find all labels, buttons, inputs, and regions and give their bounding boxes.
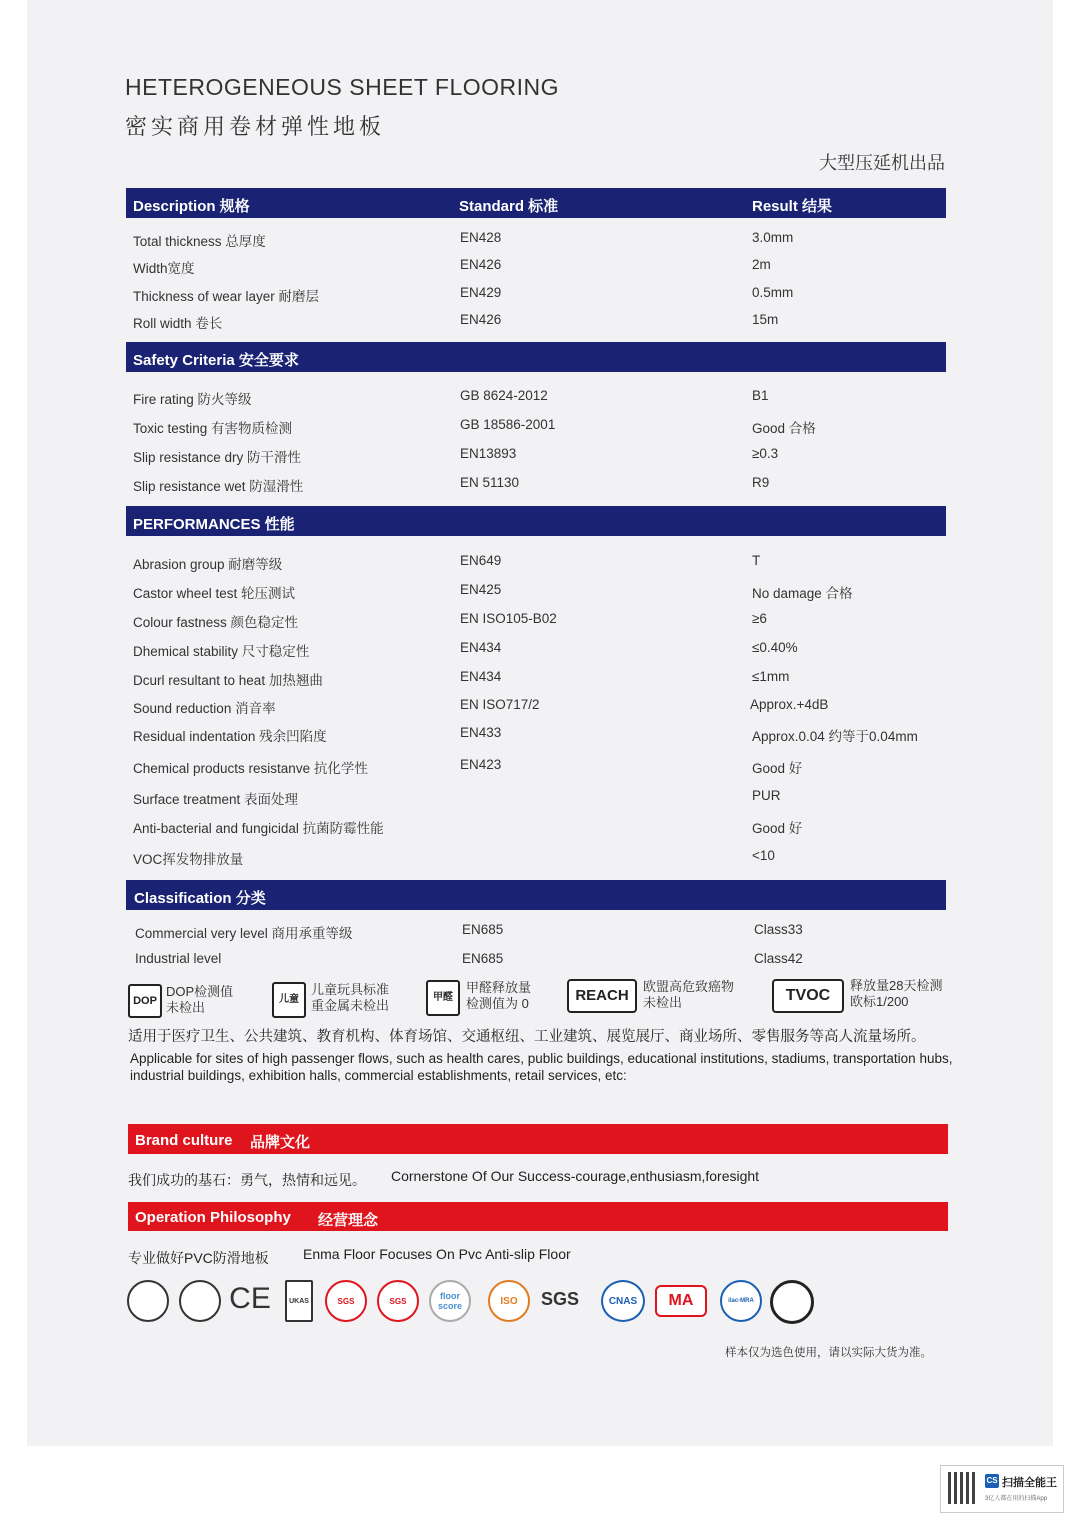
row-standard: EN685	[462, 951, 504, 966]
ukas-icon: UKAS	[285, 1280, 313, 1322]
row-label: Slip resistance dry 防干滑性	[133, 450, 302, 465]
badge-line: 未检出	[643, 995, 683, 1010]
row-label: Castor wheel test 轮压测试	[133, 586, 296, 601]
reach-icon: REACH	[567, 979, 637, 1013]
row-label: VOC挥发物排放量	[133, 852, 244, 867]
cnas-icon: CNAS	[601, 1280, 645, 1322]
row-result: Approx.0.04 约等于0.04mm	[752, 729, 918, 744]
row-result: B1	[752, 388, 769, 403]
badge-line: 儿童玩具标准	[311, 982, 390, 997]
ce-mark-icon: CE	[229, 1282, 271, 1315]
table-row	[0, 551, 1080, 573]
table-row	[0, 228, 1080, 250]
ilac-mra-icon: ilac-MRA	[720, 1280, 762, 1322]
cma-icon: MA	[655, 1285, 707, 1317]
applicable-cn: 适用于医疗卫生、公共建筑、教育机构、体育场馆、交通枢纽、工业建筑、展览展厅、商业场所、零售服务等高人流量场所。	[128, 1029, 926, 1045]
row-label: Sound reduction 消音率	[133, 701, 276, 716]
row-result: 3.0mm	[752, 230, 794, 245]
row-standard: EN ISO717/2	[460, 697, 540, 712]
row-label: Fire rating 防火等级	[133, 392, 252, 407]
badge-line: DOP检测值	[166, 984, 234, 999]
badge-line: 欧标1/200	[850, 994, 909, 1009]
table-row	[0, 723, 1080, 745]
philosophy-header-bar	[128, 1202, 948, 1231]
table-row	[0, 473, 1080, 495]
row-label: Colour fastness 颜色稳定性	[133, 615, 299, 630]
row-standard: EN423	[460, 757, 502, 772]
row-standard: EN433	[460, 725, 502, 740]
table-row	[0, 755, 1080, 777]
formaldehyde-icon: 甲醛	[426, 980, 460, 1016]
row-label: Industrial level	[135, 951, 222, 966]
table-row	[0, 386, 1080, 408]
row-label: Chemical products resistanve 抗化学性	[133, 761, 368, 776]
row-result: ≤1mm	[752, 669, 790, 684]
table-row	[0, 846, 1080, 868]
row-standard: EN428	[460, 230, 502, 245]
badge-text	[166, 984, 233, 1016]
safety-header: Safety Criteria 安全要求	[133, 352, 299, 369]
badge-line: 重金属未检出	[311, 998, 390, 1013]
description-header: Description 规格	[133, 198, 250, 215]
row-label: Thickness of wear layer 耐磨层	[133, 289, 320, 304]
row-label: Width宽度	[133, 261, 195, 276]
table-row	[0, 695, 1080, 717]
standard-header: Standard 标准	[459, 198, 559, 215]
qr-code-icon	[948, 1472, 978, 1504]
table-row	[0, 949, 1080, 971]
page-subtitle-cn: 大型压延机出品	[819, 153, 945, 173]
eco-leaf-icon	[179, 1280, 221, 1322]
row-result: ≥0.3	[752, 446, 779, 461]
row-label: Dhemical stability 尺寸稳定性	[133, 644, 310, 659]
row-standard: EN ISO105-B02	[460, 611, 557, 626]
row-standard: EN685	[462, 922, 504, 937]
row-label: Toxic testing 有害物质检测	[133, 421, 293, 436]
row-result: Class33	[754, 922, 803, 937]
row-result: T	[752, 553, 761, 568]
row-label: Commercial very level 商用承重等级	[135, 926, 353, 941]
badge-line: 未检出	[166, 1000, 206, 1015]
dop-icon: DOP	[128, 984, 162, 1018]
badge-text	[466, 980, 531, 1012]
brand-header-en: Brand culture	[135, 1132, 233, 1149]
row-standard: GB 18586-2001	[460, 417, 556, 432]
philosophy-header-cn: 经营理念	[318, 1212, 379, 1229]
table-row	[0, 444, 1080, 466]
applicable-en: Applicable for sites of high passenger flows, such as health cares, public buildings, educational institutions, stadiums, transportation hubs, industrial buildings, exhibition halls, commercial establishments, retail services, etc:	[130, 1051, 953, 1083]
toy-icon: 儿童	[272, 982, 306, 1018]
philosophy-header-en: Operation Philosophy	[135, 1209, 291, 1226]
table-row	[0, 255, 1080, 277]
scanner-name: 扫描全能王	[1002, 1477, 1057, 1489]
performances-header: PERFORMANCES 性能	[133, 516, 295, 533]
row-result: ≤0.40%	[752, 640, 798, 655]
row-label: Abrasion group 耐磨等级	[133, 557, 283, 572]
scanner-tagline: 3亿人都在用的扫描App	[985, 1496, 1048, 1502]
table-row	[0, 609, 1080, 631]
row-standard: GB 8624-2012	[460, 388, 548, 403]
badge-line: 检测值为 0	[466, 996, 529, 1011]
sgs-check-icon: SGS	[325, 1280, 367, 1322]
test-badges	[0, 978, 1080, 1020]
table-row	[0, 786, 1080, 808]
table-row	[0, 638, 1080, 660]
row-standard: EN425	[460, 582, 502, 597]
row-result: Good 好	[752, 761, 803, 776]
badge-line: 欧盟高危致癌物	[643, 979, 735, 994]
row-standard: EN426	[460, 312, 502, 327]
table-row	[0, 667, 1080, 689]
page-title-cn: 密实商用卷材弹性地板	[125, 114, 386, 139]
footnote: 样本仅为选色使用，请以实际大货为准。	[725, 1347, 932, 1359]
description-header-bar	[126, 188, 946, 218]
row-result: <10	[752, 848, 775, 863]
row-standard: EN426	[460, 257, 502, 272]
table-row	[0, 815, 1080, 837]
brand-header-bar	[128, 1124, 948, 1154]
certification-logos	[127, 1280, 827, 1324]
row-label: Slip resistance wet 防湿滑性	[133, 479, 304, 494]
row-result: 15m	[752, 312, 779, 327]
iso-icon: ISO	[488, 1280, 530, 1322]
row-standard: EN 51130	[460, 475, 520, 490]
row-label: Dcurl resultant to heat 加热翘曲	[133, 673, 323, 688]
row-standard: EN649	[460, 553, 502, 568]
row-result: No damage 合格	[752, 586, 853, 601]
scanner-badge	[940, 1465, 1064, 1513]
row-label: Total thickness 总厚度	[133, 234, 266, 249]
badge-line: 释放量28天检测	[850, 978, 943, 993]
brand-text-en: Cornerstone Of Our Success-courage,enthusiasm,foresight	[391, 1168, 760, 1184]
row-result: Good 好	[752, 821, 803, 836]
row-result: Approx.+4dB	[750, 697, 829, 712]
row-standard: EN429	[460, 285, 502, 300]
table-row	[0, 415, 1080, 437]
row-standard: EN434	[460, 640, 502, 655]
badge-text	[850, 978, 942, 1010]
row-result: Good 合格	[752, 421, 816, 436]
table-row	[0, 580, 1080, 602]
row-label: Roll width 卷长	[133, 316, 223, 331]
classification-header-bar	[126, 880, 946, 910]
brand-header-cn: 品牌文化	[250, 1134, 311, 1151]
row-label: Surface treatment 表面处理	[133, 792, 299, 807]
result-header: Result 结果	[752, 198, 833, 215]
row-standard: EN13893	[460, 446, 517, 461]
performances-header-bar	[126, 506, 946, 536]
sgs-logo-icon: SGS	[541, 1288, 580, 1309]
philosophy-text-en: Enma Floor Focuses On Pvc Anti-slip Floor	[303, 1246, 571, 1262]
sgs-check-icon-2: SGS	[377, 1280, 419, 1322]
floorscore-icon: floor score	[429, 1280, 471, 1322]
badge-text	[311, 982, 389, 1014]
philosophy-text-cn: 专业做好PVC防滑地板	[128, 1250, 269, 1266]
brand-text-cn: 我们成功的基石：勇气，热情和远见。	[128, 1172, 366, 1188]
badge-line: 甲醛释放量	[466, 980, 532, 995]
page-title-en: HETEROGENEOUS SHEET FLOORING	[125, 74, 560, 100]
table-row	[0, 920, 1080, 942]
table-row	[0, 310, 1080, 332]
row-label: Anti-bacterial and fungicidal 抗菌防霉性能	[133, 821, 384, 836]
row-result: R9	[752, 475, 770, 490]
row-result: 0.5mm	[752, 285, 794, 300]
row-result: PUR	[752, 788, 781, 803]
classification-header: Classification 分类	[134, 890, 266, 907]
row-label: Residual indentation 残余凹陷度	[133, 729, 327, 744]
row-result: 2m	[752, 257, 771, 272]
seal-icon	[127, 1280, 169, 1322]
row-result: ≥6	[752, 611, 767, 626]
row-result: Class42	[754, 951, 803, 966]
dsh-icon	[770, 1280, 814, 1324]
cs-logo-icon: CS	[985, 1474, 999, 1488]
tvoc-icon: TVOC	[772, 979, 844, 1013]
safety-header-bar	[126, 342, 946, 372]
badge-text	[643, 979, 734, 1011]
table-row	[0, 283, 1080, 305]
row-standard: EN434	[460, 669, 502, 684]
